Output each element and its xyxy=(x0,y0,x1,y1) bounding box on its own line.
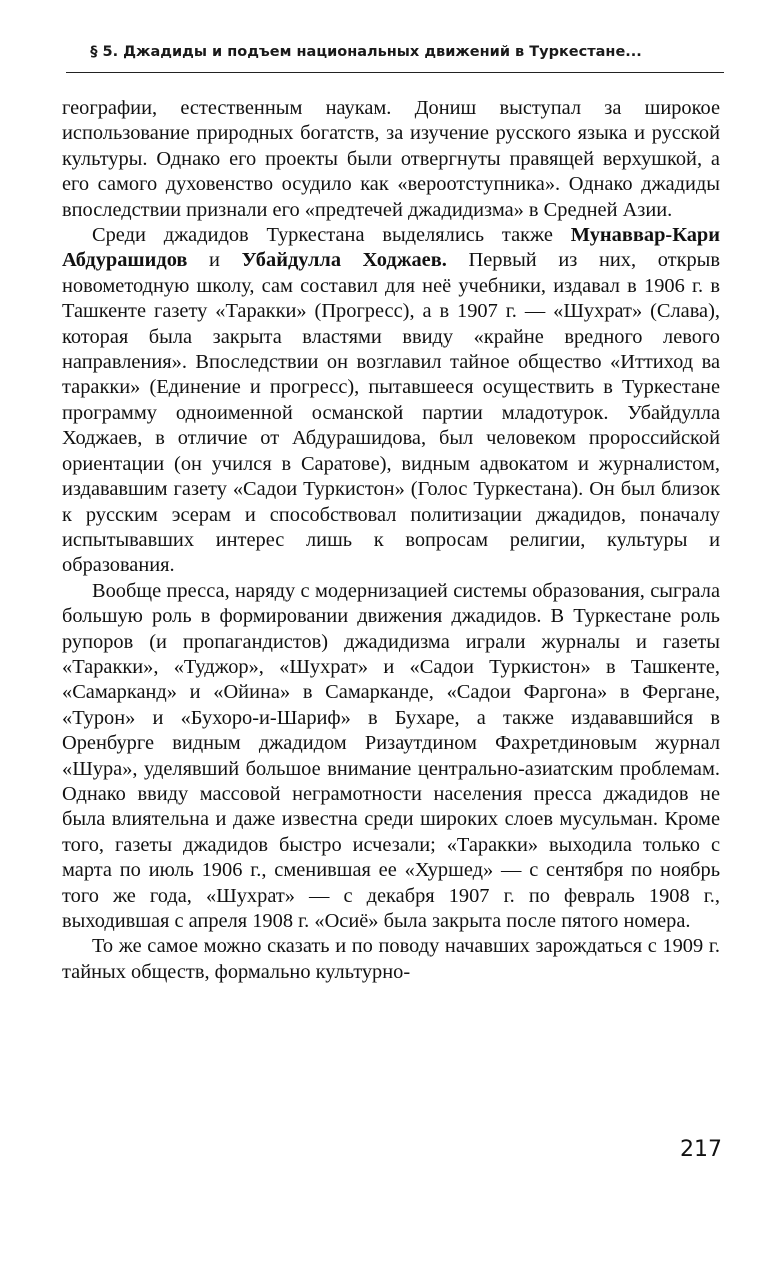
bold-name-run: Убайдулла Ходжаев. xyxy=(241,249,447,272)
text-run: Первый из них, открыв новометодную школу, сам составил для неё учебники, издавал в 1906 г. в Ташкенте газету «Таракки» (Прогресс), а в 1907 г. — «Шухрат» (Слава), которая была закрыта властями ввиду «крайне вредного левого направления». Впоследствии он возглавил тайное общество «Иттиход ва таракки» (Единение и прогресс), пытавшееся осуществить в Туркестане программу одноименной османской партии младотурок. Убайдулла Ходжаев, в отличие от Абдурашидова, был человеком пророссийской ориентации (он учился в Саратове), видным адвокатом и журналистом, издававшим газету «Садои Туркистон» (Голос Туркестана). Он был близок к русским эсерам и способствовал политизации джадидов, поначалу испытывавших интерес лишь к вопросам религии, культуры и образования. xyxy=(62,249,721,577)
paragraph xyxy=(62,96,720,223)
paragraph xyxy=(62,934,720,985)
text-run: и xyxy=(187,249,242,272)
bold-name-run: Мунаввар-Кари Абдурашидов xyxy=(62,224,720,272)
header-divider xyxy=(66,72,724,73)
paragraph xyxy=(62,579,720,935)
text-run: Вообще пресса, наряду с модернизацией системы образования, сыграла большую роль в формировании движения джадидов. В Туркестане роль рупоров (и пропагандистов) джадидизма играли журналы и газеты «Таракки», «Туджор», «Шухрат» и «Садои Туркистон» в Ташкенте, «Самарканд» и «Ойина» в Самарканде, «Садои Фаргона» в Фергане, «Турон» и «Бухоро-и-Шариф» в Бухаре, а также издававшийся в Оренбурге видным джадидом Ризаутдином Фахретдиновым журнал «Шура», уделявший большое внимание центрально-азиатским проблемам. Однако ввиду массовой неграмотности населения пресса джадидов не была влиятельна и даже известна среди широких слоев мусульман. Кроме того, газеты джадидов быстро исчезали; «Таракки» выходила только с марта по июль 1906 г., сменившая ее «Хуршед» — с сентября по ноябрь того же года, «Шухрат» — с декабря 1907 г. по февраль 1908 г., выходившая с апреля 1908 г. «Осиё» была закрыта после пятого номера. xyxy=(62,579,720,932)
text-run: То же самое можно сказать и по поводу начавших зарождаться с 1909 г. тайных обществ, формально культурно- xyxy=(62,935,720,983)
text-run: географии, естественным наукам. Дониш выступал за широкое использование природных богатств, за изучение русского языка и русской культуры. Однако его проекты были отвергнуты правящей верхушкой, а его самого духовенство осудило как «вероотступника». Однако джадиды впоследствии признали его «предтечей джадидизма» в Средней Азии. xyxy=(62,97,720,221)
page-number: 217 xyxy=(680,1137,722,1162)
running-header-title: § 5. Джадиды и подъем национальных движений в Туркестане... xyxy=(90,44,642,60)
paragraph xyxy=(62,223,720,579)
body-text xyxy=(62,96,720,985)
text-run: Среди джадидов Туркестана выделялись также xyxy=(92,224,571,247)
